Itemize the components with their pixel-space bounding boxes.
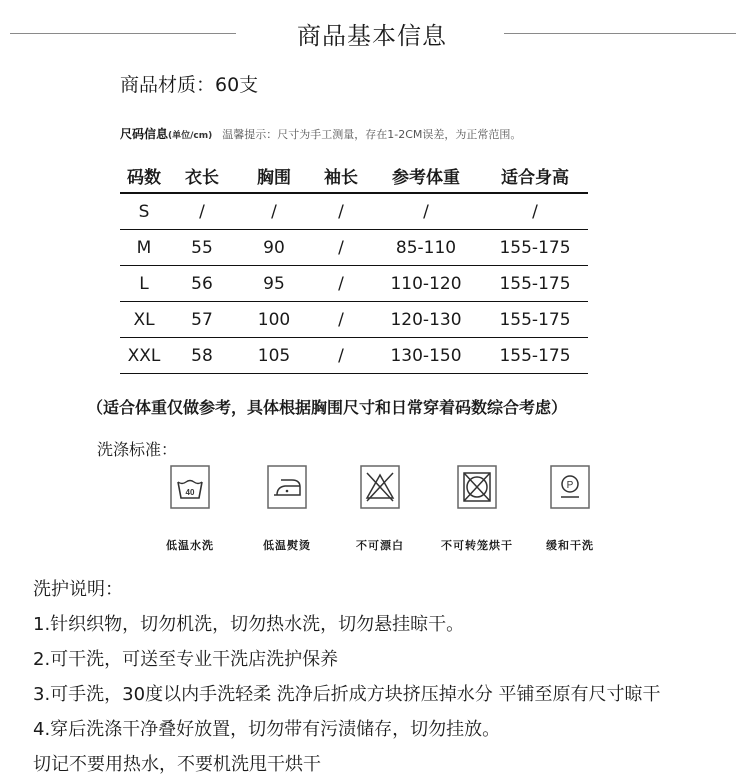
table-cell: / [168, 193, 236, 230]
table-row [120, 230, 588, 266]
table-cell: / [312, 338, 370, 374]
care-instructions [33, 572, 661, 782]
table-cell: / [312, 266, 370, 302]
dryclean-item [520, 465, 620, 553]
table-cell: 120-130 [370, 302, 482, 338]
wash-item [140, 465, 240, 553]
size-info-unit: (单位/cm) [168, 131, 213, 141]
section-header [0, 14, 750, 54]
table-cell: 95 [236, 266, 312, 302]
table-row [120, 193, 588, 230]
iron-item [237, 465, 337, 553]
care-item: 1.针织织物，切勿机洗，切勿热水洗，切勿悬挂晾干。 [33, 614, 465, 635]
table-cell: / [312, 302, 370, 338]
table-cell: 90 [236, 230, 312, 266]
table-cell: 155-175 [482, 230, 588, 266]
table-row [120, 338, 588, 374]
table-cell: 55 [168, 230, 236, 266]
no-bleach-icon [360, 465, 400, 509]
header-height: 适合身高 [482, 158, 588, 193]
care-item: 4.穿后洗涤干净叠好放置，切勿带有污渍储存，切勿挂放。 [33, 719, 501, 740]
table-cell: / [482, 193, 588, 230]
gentle-dry-clean-icon [550, 465, 590, 509]
table-cell: 155-175 [482, 338, 588, 374]
table-cell: M [120, 230, 168, 266]
table-cell: XXL [120, 338, 168, 374]
icon-label: 缓和干洗 [546, 539, 594, 552]
table-row [120, 266, 588, 302]
divider-right [504, 33, 736, 34]
header-length: 衣长 [168, 158, 236, 193]
header-weight: 参考体重 [370, 158, 482, 193]
size-note: （适合体重仅做参考，具体根据胸围尺寸和日常穿着码数综合考虑） [87, 398, 568, 417]
table-cell: / [236, 193, 312, 230]
size-info-line [120, 125, 521, 142]
svg-text:40: 40 [185, 488, 195, 497]
table-cell: L [120, 266, 168, 302]
tumble-item [427, 465, 527, 553]
table-cell: 85-110 [370, 230, 482, 266]
page-title: 商品基本信息 [297, 22, 447, 50]
icon-label: 低温熨烫 [263, 539, 311, 552]
table-cell: 56 [168, 266, 236, 302]
care-item: 2.可干洗，可送至专业干洗店洗护保养 [33, 649, 339, 670]
table-cell: 130-150 [370, 338, 482, 374]
table-row [120, 302, 588, 338]
icon-label: 低温水洗 [166, 539, 214, 552]
care-item: 3.可手洗，30度以内手洗轻柔 洗净后折成方块挤压掉水分 平铺至原有尺寸晾干 [33, 684, 661, 705]
size-info-title: 尺码信息 [120, 127, 169, 141]
size-table [120, 158, 588, 374]
header-chest: 胸围 [236, 158, 312, 193]
table-cell: / [312, 230, 370, 266]
no-tumble-dry-icon [457, 465, 497, 509]
care-footer: 切记不要用热水，不要机洗甩干烘干 [33, 754, 321, 775]
divider-left [10, 33, 236, 34]
table-cell: 155-175 [482, 302, 588, 338]
table-cell: S [120, 193, 168, 230]
washing-title: 洗涤标准： [97, 440, 178, 459]
table-cell: 105 [236, 338, 312, 374]
icon-label: 不可转笼烘干 [441, 539, 513, 552]
table-cell: 155-175 [482, 266, 588, 302]
size-info-tip: 温馨提示：尺寸为手工测量，存在1-2CM误差，为正常范围。 [222, 128, 522, 141]
table-cell: XL [120, 302, 168, 338]
table-cell: 58 [168, 338, 236, 374]
material-text: 商品材质：60支 [120, 74, 259, 96]
wash-low-temp-icon [170, 465, 210, 509]
size-table-header [120, 158, 588, 193]
header-size: 码数 [120, 158, 168, 193]
table-cell: 100 [236, 302, 312, 338]
table-cell: / [370, 193, 482, 230]
header-sleeve: 袖长 [312, 158, 370, 193]
table-cell: / [312, 193, 370, 230]
table-cell: 57 [168, 302, 236, 338]
bleach-item [330, 465, 430, 553]
iron-low-temp-icon [267, 465, 307, 509]
table-cell: 110-120 [370, 266, 482, 302]
svg-text:P: P [566, 480, 574, 491]
care-title: 洗护说明： [33, 579, 123, 600]
icon-label: 不可漂白 [356, 539, 404, 552]
